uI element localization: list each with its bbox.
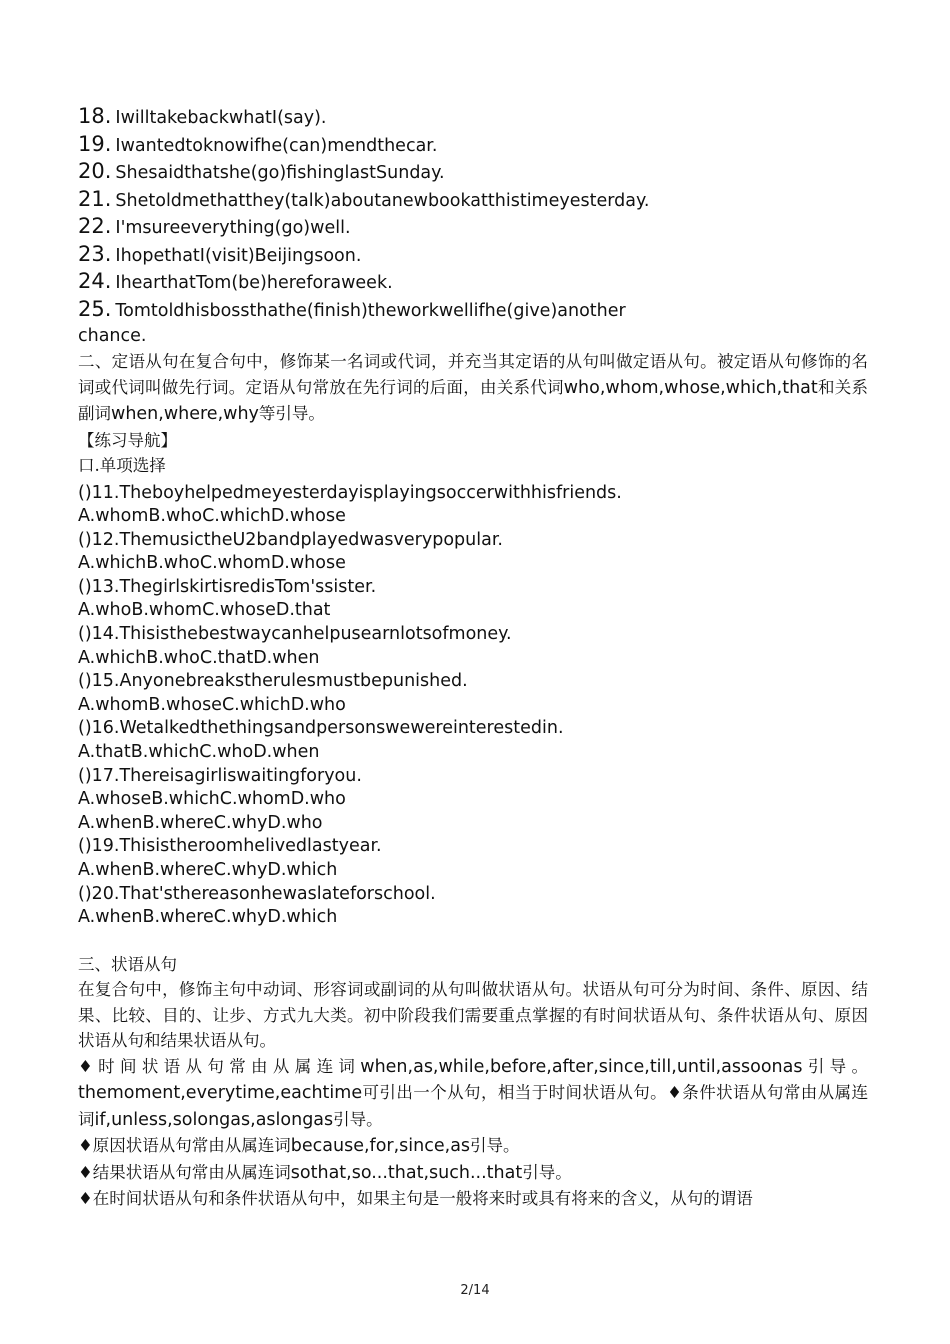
exercise-item-25-continuation: chance. (78, 326, 147, 346)
exercise-item-22: 22. I'msureeverything(go)well. (78, 214, 351, 238)
question-18-options: A.whenB.whereC.whyD.who (78, 812, 323, 833)
question-19: ()19.Thisistheroomhelivedlastyear. (78, 836, 382, 857)
question-14-options: A.whichB.whoC.thatD.when (78, 647, 320, 668)
exercise-item-18: 18. IwilltakebackwhatI(say). (78, 104, 327, 128)
time-condition-clause-note: ♦时间状语从句常由从属连词when,as,while,before,after,since,till,until,assoonas引导。themoment,everytime,eachtime可引出一个从句，相当于时间状语从句。♦条件状语从句常由从属连词if,unless,solongas,aslongas引导。 (78, 1056, 868, 1130)
question-12-options: A.whichB.whoC.whomD.whose (78, 553, 346, 574)
question-list (78, 482, 868, 930)
question-11-options: A.whomB.whoC.whichD.whose (78, 506, 346, 527)
multiple-choice-heading: 口.单项选择 (78, 456, 166, 475)
tense-rule-note: ♦在时间状语从句和条件状语从句中，如果主句是一般将来时或具有将来的含义，从句的谓语 (78, 1189, 753, 1209)
question-16: ()16.Wetalkedthethingsandpersonswewereinterestedin. (78, 718, 564, 739)
page-number: 2/14 (460, 1283, 490, 1298)
question-12: ()12.ThemusictheU2bandplayedwasverypopular. (78, 529, 503, 550)
reason-clause-note: ♦原因状语从句常由从属连词because,for,since,as引导。 (78, 1136, 520, 1157)
exercise-item-21: 21. Shetoldmethatthey(talk)aboutanewbookatthistimeyesterday. (78, 186, 650, 211)
exercise-item-20: 20. Shesaidthatshe(go)fishinglastSunday. (78, 159, 445, 183)
exercise-item-24: 24. IhearthatTom(be)hereforaweek. (78, 269, 393, 293)
section-3-intro: 在复合句中，修饰主句中动词、形容词或副词的从句叫做状语从句。状语从句可分为时间、条件、原因、结果、比较、目的、让步、方式九大类。初中阶段我们需要重点掌握的有时间状语从句、条件状语从句、原因状语从句和结果状语从句。 (78, 980, 868, 1051)
question-13: ()13.ThegirlskirtisredisTom'ssister. (78, 576, 377, 597)
question-17: ()17.Thereisagirliswaitingforyou. (78, 765, 362, 786)
section-3-title: 三、状语从句 (78, 954, 177, 974)
question-13-options: A.whoB.whomC.whoseD.that (78, 600, 331, 621)
exercise-item-23: 23. IhopethatI(visit)Beijingsoon. (78, 241, 362, 266)
question-11: ()11.Theboyhelpedmeyesterdayisplayingsoccerwithhisfriends. (78, 482, 622, 503)
question-15-options: A.whomB.whoseC.whichD.who (78, 694, 346, 715)
question-15: ()15.Anyonebreakstherulesmustbepunished. (78, 671, 468, 692)
question-19-options: A.whenB.whereC.whyD.which (78, 860, 338, 880)
document-body (78, 104, 868, 1212)
question-20-options: A.whenB.whereC.whyD.which (78, 907, 338, 928)
result-clause-note: ♦结果状语从句常由从属连词sothat,so...that,such...that引导。 (78, 1162, 572, 1183)
question-14: ()14.Thisisthebestwaycanhelpusearnlotsofmoney. (78, 624, 512, 645)
spacer (78, 930, 868, 952)
question-17-options: A.whoseB.whichC.whomD.who (78, 789, 346, 810)
exercise-item-19: 19. Iwantedtoknowifhe(can)mendthecar. (78, 131, 438, 156)
section-2-paragraph: 二、定语从句在复合句中，修饰某一名词或代词，并充当其定语的从句叫做定语从句。被定语从句修饰的名词或代词叫做先行词。定语从句常放在先行词的后面，由关系代词who,whom,whose,which,that和关系副词when,where,why等引导。 (78, 352, 869, 424)
numbered-exercise-list (78, 104, 868, 349)
exercise-item-25: 25. Tomtoldhisbossthathe(finish)theworkwellifhe(give)another (78, 296, 626, 321)
practice-guide-heading: 【练习导航】 (78, 430, 177, 450)
question-16-options: A.thatB.whichC.whoD.when (78, 742, 320, 763)
question-20: ()20.That'sthereasonhewaslateforschool. (78, 883, 436, 904)
